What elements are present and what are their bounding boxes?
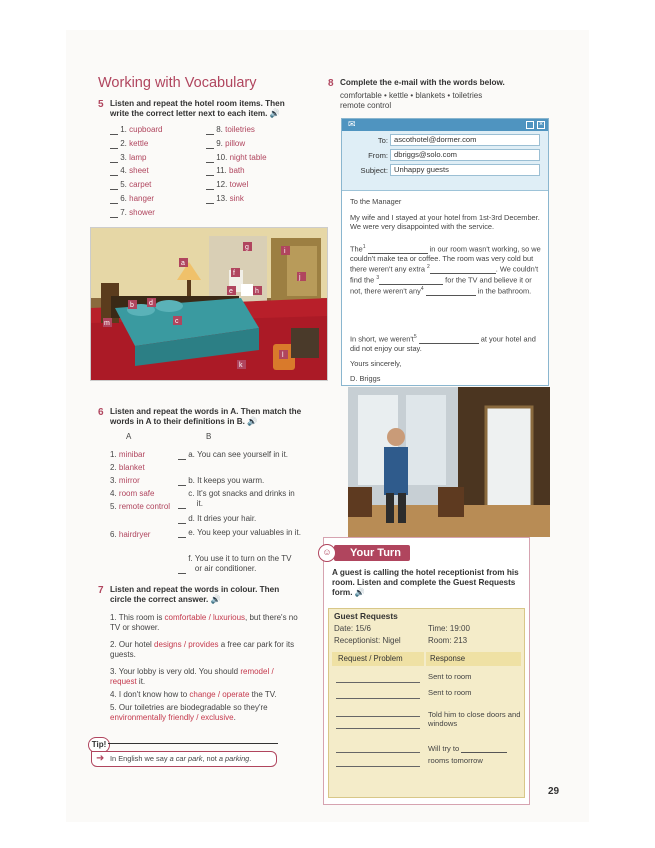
envelope-icon: ✉	[348, 119, 356, 129]
exercise-8-number: 8	[328, 78, 334, 89]
hotel-room-photo	[90, 227, 328, 381]
minimize-icon[interactable]	[526, 121, 534, 129]
answer-blank[interactable]	[206, 134, 214, 135]
multiple-choice-item: 3. Your lobby is very old. You should remodel / request it.	[110, 667, 274, 686]
vocab-item-left: 1. cupboard	[110, 125, 163, 135]
form-time: Time: 19:00	[428, 624, 470, 633]
column-b-header: B	[206, 432, 212, 441]
multiple-choice-item: 4. I don't know how to change / operate the TV.	[110, 690, 277, 699]
your-turn-title: Your Turn	[334, 545, 410, 561]
image-label-h: h	[255, 288, 259, 295]
section-title: Working with Vocabulary	[98, 75, 257, 91]
request-blank-6[interactable]	[336, 766, 420, 767]
vocab-item-left: 3. lamp	[110, 153, 146, 163]
column-a-item: 1. minibar	[110, 450, 146, 459]
subject-field[interactable]: Unhappy guests	[390, 164, 540, 176]
email-header	[342, 131, 548, 191]
vocab-item-left: 6. hanger	[110, 194, 154, 204]
image-label-j: j	[299, 274, 301, 281]
guest-on-phone-illustration	[348, 387, 550, 537]
response-3: Told him to close doors and windows	[428, 710, 521, 729]
column-a-item: 2. blanket	[110, 463, 145, 472]
tip-divider	[108, 743, 278, 744]
column-b-item: d. It dries your hair.	[178, 514, 306, 524]
column-a-item: 5. remote control	[110, 502, 171, 511]
image-label-m: m	[104, 320, 110, 327]
audio-icon[interactable]: 🔊	[354, 588, 365, 597]
answer-blank[interactable]	[178, 485, 186, 486]
response-5: rooms tomorrow	[428, 756, 483, 765]
multiple-choice-item: 1. This room is comfortable / luxurious, but there's no TV or shower.	[110, 613, 298, 632]
answer-blank[interactable]	[110, 148, 118, 149]
column-response-header: Response	[426, 652, 521, 666]
email-paragraph-3: In short, we $weren't^5$ at your hotel and did not enjoy our stay.	[350, 334, 536, 353]
word-bank-line-1: comfortable • kettle • blankets • toiletries	[340, 91, 483, 100]
answer-blank[interactable]	[110, 134, 118, 135]
exercise-6-number: 6	[98, 407, 104, 418]
multiple-choice-item: 2. Our hotel designs / provides a free car park for its guests.	[110, 640, 295, 659]
vocab-item-right: 11. bath	[206, 166, 245, 176]
answer-blank[interactable]	[206, 189, 214, 190]
answer-blank[interactable]	[206, 162, 214, 163]
exercise-5-number: 5	[98, 99, 104, 110]
form-room: Room: 213	[428, 636, 468, 645]
answer-blank[interactable]	[206, 203, 214, 204]
answer-blank[interactable]	[110, 203, 118, 204]
response-4: Will try to	[428, 744, 507, 753]
image-label-k: k	[239, 362, 243, 369]
email-paragraph-1: My wife and I stayed at your hotel from 1st-3rd December. We were very disappointed with the service.	[350, 213, 540, 232]
answer-options[interactable]: change / operate	[189, 690, 250, 699]
email-title-bar	[342, 119, 548, 131]
to-field[interactable]: ascothotel@dormer.com	[390, 134, 540, 146]
answer-blank[interactable]	[206, 148, 214, 149]
image-label-c: c	[175, 318, 179, 325]
column-b-item: c. It's got snacks and drinks in it.	[178, 489, 306, 509]
word-bank-line-2: remote control	[340, 101, 392, 110]
request-blank-3[interactable]	[336, 716, 420, 717]
answer-blank[interactable]	[178, 537, 186, 538]
email-paragraph-2: The$^1$ in our room wasn't working, so we couldn't make tea or coffee. The room was very cold but there weren't any extra $^2$ . We couldn't find the $^3$ for the TV and believe it or not, there weren't any$^4$ in the bathroom.	[350, 244, 541, 296]
exercise-7-number: 7	[98, 585, 104, 596]
image-label-e: e	[229, 288, 233, 295]
exercise-8-instruction: Complete the e-mail with the words below.	[340, 78, 505, 87]
tip-label: Tip!	[88, 737, 110, 753]
answer-options[interactable]: comfortable / luxurious	[164, 613, 246, 622]
exercise-6-instruction: Listen and repeat the words in A. Then match the words in A to their definitions in B. 🔊	[110, 407, 302, 426]
email-greeting: To the Manager	[350, 197, 402, 206]
image-label-a: a	[181, 260, 185, 267]
form-receptionist: Receptionist: Nigel	[334, 636, 401, 645]
request-blank-1[interactable]	[336, 682, 420, 683]
answer-blank[interactable]	[110, 175, 118, 176]
multiple-choice-item: 5. Our toiletries are biodegradable so they're environmentally friendly / exclusive.	[110, 703, 268, 722]
request-blank-4[interactable]	[336, 728, 420, 729]
email-closing: Yours sincerely,	[350, 359, 402, 368]
answer-options[interactable]: designs / provides	[154, 640, 219, 649]
image-label-g: g	[245, 244, 249, 251]
image-label-i: i	[284, 248, 286, 255]
answer-blank[interactable]	[178, 523, 186, 524]
from-label: From:	[368, 151, 388, 160]
form-date: Date: 15/6	[334, 624, 371, 633]
vocab-item-right: 12. towel	[206, 180, 248, 190]
vocab-item-right: 10. night table	[206, 153, 267, 163]
form-title: Guest Requests	[334, 611, 398, 621]
your-turn-panel	[323, 537, 530, 805]
answer-blank[interactable]	[110, 189, 118, 190]
vocab-item-right: 9. pillow	[206, 139, 245, 149]
image-label-b: b	[130, 302, 134, 309]
column-a-header: A	[126, 432, 132, 441]
page-number: 29	[548, 786, 560, 797]
column-b-item: f. You use it to turn on the TV or air conditioner.	[178, 554, 306, 574]
answer-blank[interactable]	[178, 508, 186, 509]
exercise-7-instruction: Listen and repeat the words in colour. Then circle the correct answer. 🔊	[110, 585, 280, 604]
vocab-item-right: 13. sink	[206, 194, 244, 204]
email-signature: D. Briggs	[350, 374, 381, 383]
response-1: Sent to room	[428, 672, 472, 681]
answer-blank[interactable]	[178, 459, 186, 460]
column-request-header: Request / Problem	[332, 652, 424, 666]
hotel-room-illustration	[91, 228, 328, 381]
request-blank-2[interactable]	[336, 698, 420, 699]
column-b-item: a. You can see yourself in it.	[178, 450, 306, 460]
email-window	[341, 118, 549, 386]
vocab-item-left: 4. sheet	[110, 166, 149, 176]
column-a-item: 4. room safe	[110, 489, 155, 498]
close-icon[interactable]: ×	[538, 121, 544, 128]
column-a-item: 3. mirror	[110, 476, 140, 485]
request-blank-5[interactable]	[336, 752, 420, 753]
audio-icon[interactable]: 🔊	[210, 595, 221, 604]
audio-icon[interactable]: 🔊	[269, 109, 280, 118]
answer-blank[interactable]	[110, 217, 118, 218]
from-field[interactable]: dbriggs@solo.com	[390, 149, 540, 161]
answer-blank[interactable]	[110, 162, 118, 163]
answer-blank[interactable]	[206, 175, 214, 176]
answer-options[interactable]: remodel / request	[110, 667, 274, 686]
exercise-5-instruction: Listen and repeat the hotel room items. Then write the correct letter next to each item. 🔊	[110, 99, 285, 118]
audio-icon[interactable]: 🔊	[247, 417, 258, 426]
image-label-l: l	[282, 352, 284, 359]
column-a-item: 6. hairdryer	[110, 530, 151, 539]
answer-options[interactable]: environmentally friendly / exclusive	[110, 713, 234, 722]
tip-box	[88, 737, 278, 771]
image-label-d: d	[149, 300, 153, 307]
speaker-icon: ☺	[318, 544, 336, 562]
vocab-item-right: 8. toiletries	[206, 125, 255, 135]
response-2: Sent to room	[428, 688, 472, 697]
to-label: To:	[377, 136, 388, 145]
image-label-f: f	[233, 270, 235, 277]
vocab-item-left: 5. carpet	[110, 180, 151, 190]
answer-blank[interactable]	[178, 573, 186, 574]
tip-text: In English we say a car park, not a parking.	[91, 751, 277, 767]
vocab-item-left: 2. kettle	[110, 139, 148, 149]
arrow-icon: ➜	[96, 753, 105, 764]
your-turn-instruction: A guest is calling the hotel receptionist from his room. Listen and complete the Guest Requests form. 🔊	[332, 568, 519, 597]
guest-photo	[348, 387, 550, 537]
subject-label: Subject:	[360, 166, 388, 175]
textbook-page	[66, 30, 589, 822]
column-b-item: e. You keep your valuables in it.	[178, 528, 306, 538]
vocab-item-left: 7. shower	[110, 208, 155, 218]
column-b-item: b. It keeps you warm.	[178, 476, 306, 486]
